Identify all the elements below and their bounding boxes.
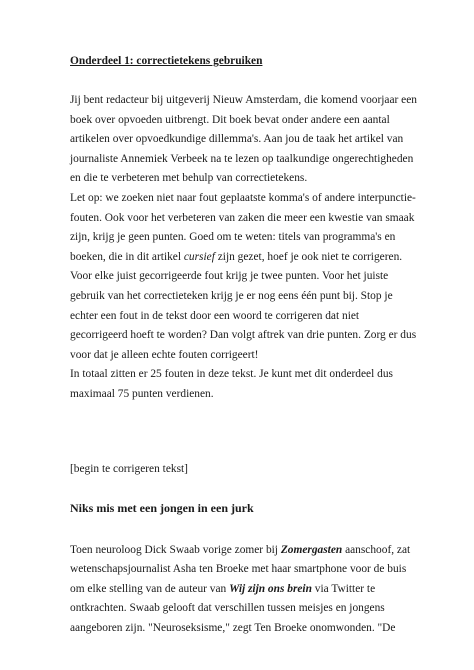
article-text: om elke stelling van de auteur van (70, 582, 230, 595)
article-line: wetenschapsjournalist Asha ten Broeke met haar smartphone voor de buis (70, 563, 407, 576)
intro-line: voor dat je alleen echte fouten corrigeert! (70, 348, 259, 361)
article-line (70, 541, 415, 561)
article-line: ontkrachten. Swaab gelooft dat verschillen tussen meisjes en jongens (70, 602, 385, 615)
section-heading: Onderdeel 1: correctietekens gebruiken (70, 55, 263, 67)
intro-line: Let op: we zoeken niet naar fout geplaatste komma's of andere interpunctie- (70, 191, 416, 204)
intro-line: en die te verbeteren met behulp van correctietekens. (70, 172, 308, 185)
intro-line: fouten. Ook voor het verbeteren van zaken die meer een kwestie van smaak (70, 211, 415, 224)
intro-text: zijn gezet, hoef je ook niet te corrigeren. (214, 250, 403, 263)
intro-line: gecorrigeerd hoeft te worden? Dan volgt aftrek van drie punten. Zorg er dus (70, 329, 417, 342)
article-line: aangeboren zijn. "Neuroseksisme," zegt Ten Broeke onomwonden. "De (70, 622, 396, 635)
intro-line: artikelen over opvoedkundige dillemma's. Aan jou de taak het artikel van (70, 133, 404, 146)
intro-line: zijn, krijg je geen punten. Goed om te weten: titels van programma's en (70, 231, 396, 244)
book-title: Wij zijn ons brein (229, 582, 312, 595)
intro-line: journaliste Annemiek Verbeek na te lezen op taalkundige ongerechtigheden (70, 152, 414, 165)
intro-line: maximaal 75 punten verdienen. (70, 387, 214, 400)
article-text: Toen neuroloog Dick Swaab vorige zomer bij (70, 543, 281, 556)
intro-line: echter een fout in de tekst door een woord te corrigeren dat niet (70, 309, 360, 322)
article-text: via Twitter te (311, 582, 376, 595)
intro-line: Voor elke juist gecorrigeerde fout krijg je twee punten. Voor het juiste (70, 270, 389, 283)
intro-line: boek over opvoeden uitbrengt. Dit boek bevat onder andere een aantal (70, 113, 390, 126)
article-title: Niks mis met een jongen in een jurk (70, 501, 254, 516)
intro-line: gebruik van het correctieteken krijg je er nog eens één punt bij. Stop je (70, 289, 393, 302)
program-title: Zomergasten (280, 543, 343, 556)
correction-start-marker: [begin te corrigeren tekst] (70, 462, 188, 475)
article-line (70, 580, 415, 600)
intro-line (70, 248, 415, 268)
article-body (70, 541, 415, 639)
intro-line: Jij bent redacteur bij uitgeverij Nieuw Amsterdam, die komend voorjaar een (70, 94, 417, 106)
italic-word: cursief (183, 250, 215, 263)
intro-text: boeken, die in dit artikel (70, 250, 184, 263)
intro-line: In totaal zitten er 25 fouten in deze tekst. Je kunt met dit onderdeel dus (70, 368, 393, 381)
article-text: aanschoof, zat (342, 543, 411, 556)
document-page (70, 52, 415, 639)
instructions-paragraph (70, 91, 415, 405)
